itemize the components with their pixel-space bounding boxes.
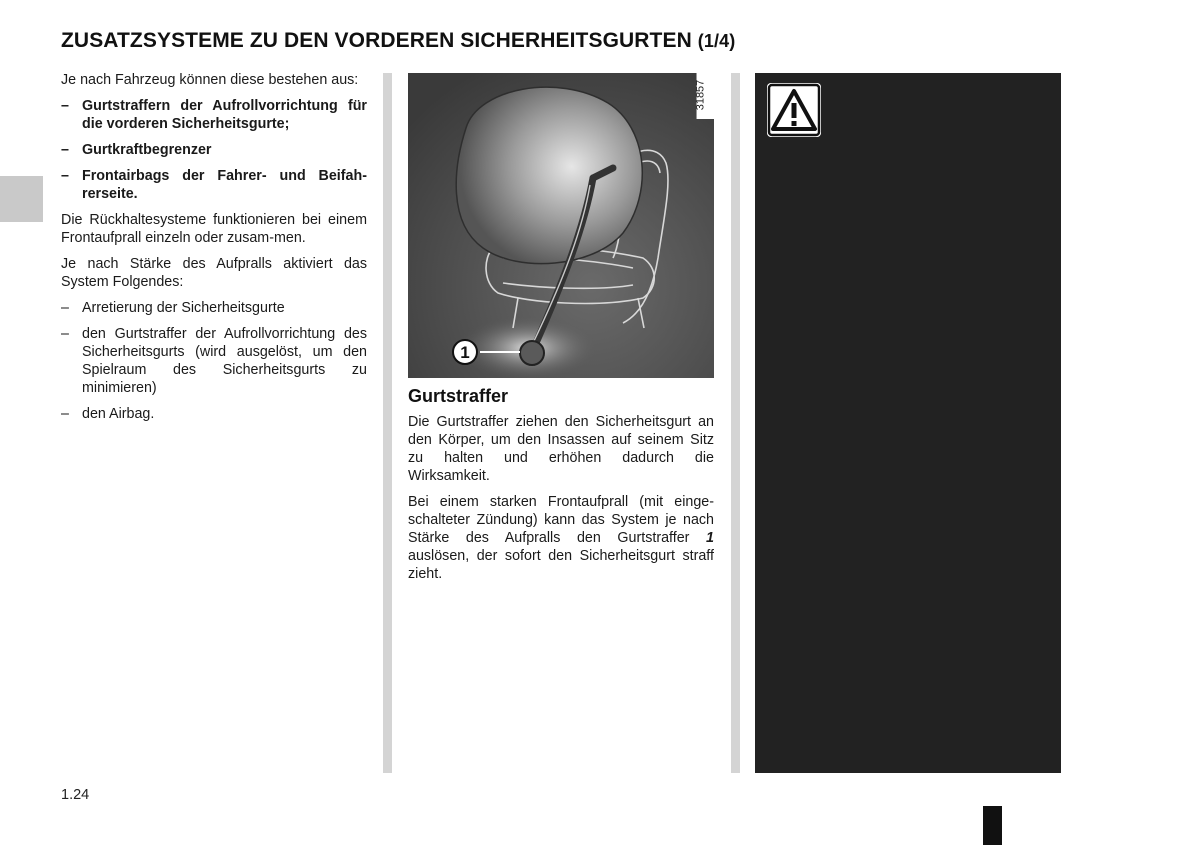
figure-number-tab	[696, 73, 714, 119]
illustration-drawing	[408, 73, 714, 378]
list-item	[61, 299, 367, 317]
paragraph-text: auslösen, der sofort den Sicherheitsgurt straff zieht.	[408, 548, 714, 582]
airbag	[456, 87, 642, 263]
paragraph	[408, 493, 714, 583]
warning-triangle-icon	[767, 83, 821, 137]
list-item	[61, 141, 367, 159]
column-separator	[731, 73, 740, 773]
list-item	[61, 325, 367, 397]
page-corner-mark	[983, 806, 1002, 845]
column-separator	[383, 73, 392, 773]
list-dash: –	[61, 300, 69, 316]
page-part-indicator: (1/4)	[697, 31, 736, 51]
left-column	[61, 71, 367, 431]
figure-number: 31857	[694, 79, 707, 111]
pretensioner-mechanism	[520, 341, 544, 365]
middle-column	[408, 73, 714, 591]
chapter-tab	[0, 176, 43, 222]
list-item	[61, 405, 367, 423]
paragraph-text: Bei einem starken Frontaufprall (mit einge-schalteter Zündung) kann das System je nach Stärke des Aufpralls den Gurtstraffer	[408, 494, 714, 546]
list-dash: –	[61, 98, 69, 114]
list-item-text: Gurtkraftbegrenzer	[82, 142, 212, 158]
list-item	[61, 167, 367, 203]
seatbelt-pretensioner-illustration	[408, 73, 714, 378]
list-item-text: den Airbag.	[82, 406, 155, 422]
warning-triangle-svg	[767, 83, 821, 137]
callout-label: 1	[460, 343, 470, 362]
intro-text: Je nach Fahrzeug können diese bestehen aus:	[61, 72, 359, 88]
paragraph: Je nach Stärke des Aufpralls aktiviert das System Folgendes:	[61, 256, 367, 290]
list-dash: –	[61, 142, 69, 158]
list-item-text: Frontairbags der Fahrer- und Beifah-rerseite.	[82, 168, 367, 202]
list-item	[61, 97, 367, 133]
page-title-text: ZUSATZSYSTEME ZU DEN VORDEREN SICHERHEITSGURTEN	[61, 29, 692, 52]
paragraph: Die Gurtstraffer ziehen den Sicherheitsgurt an den Körper, um den Insassen auf seinem Sitz zu halten und erhöhen dadurch die Wirksamkeit.	[408, 414, 714, 484]
list-item-text: Gurtstraffern der Aufrollvorrichtung für die vorderen Sicherheitsgurte;	[82, 98, 367, 132]
list-dash: –	[61, 326, 69, 342]
paragraph: Die Rückhaltesysteme funktionieren bei einem Frontaufprall einzeln oder zusam-men.	[61, 212, 367, 246]
list-dash: –	[61, 406, 69, 422]
page-number: 1.24	[61, 787, 90, 803]
warning-box	[755, 73, 1061, 773]
list-item-text: Arretierung der Sicherheitsgurte	[82, 300, 285, 316]
reference-number: 1	[706, 530, 714, 546]
list-dash: –	[61, 168, 69, 184]
list-item-text: den Gurtstraffer der Aufrollvorrichtung des Sicherheitsgurts (wird ausgelöst, um den Spielraum des Sicherheitsgurts zu minimieren)	[82, 326, 367, 396]
page-title	[61, 29, 735, 53]
section-heading: Gurtstraffer	[408, 386, 509, 406]
